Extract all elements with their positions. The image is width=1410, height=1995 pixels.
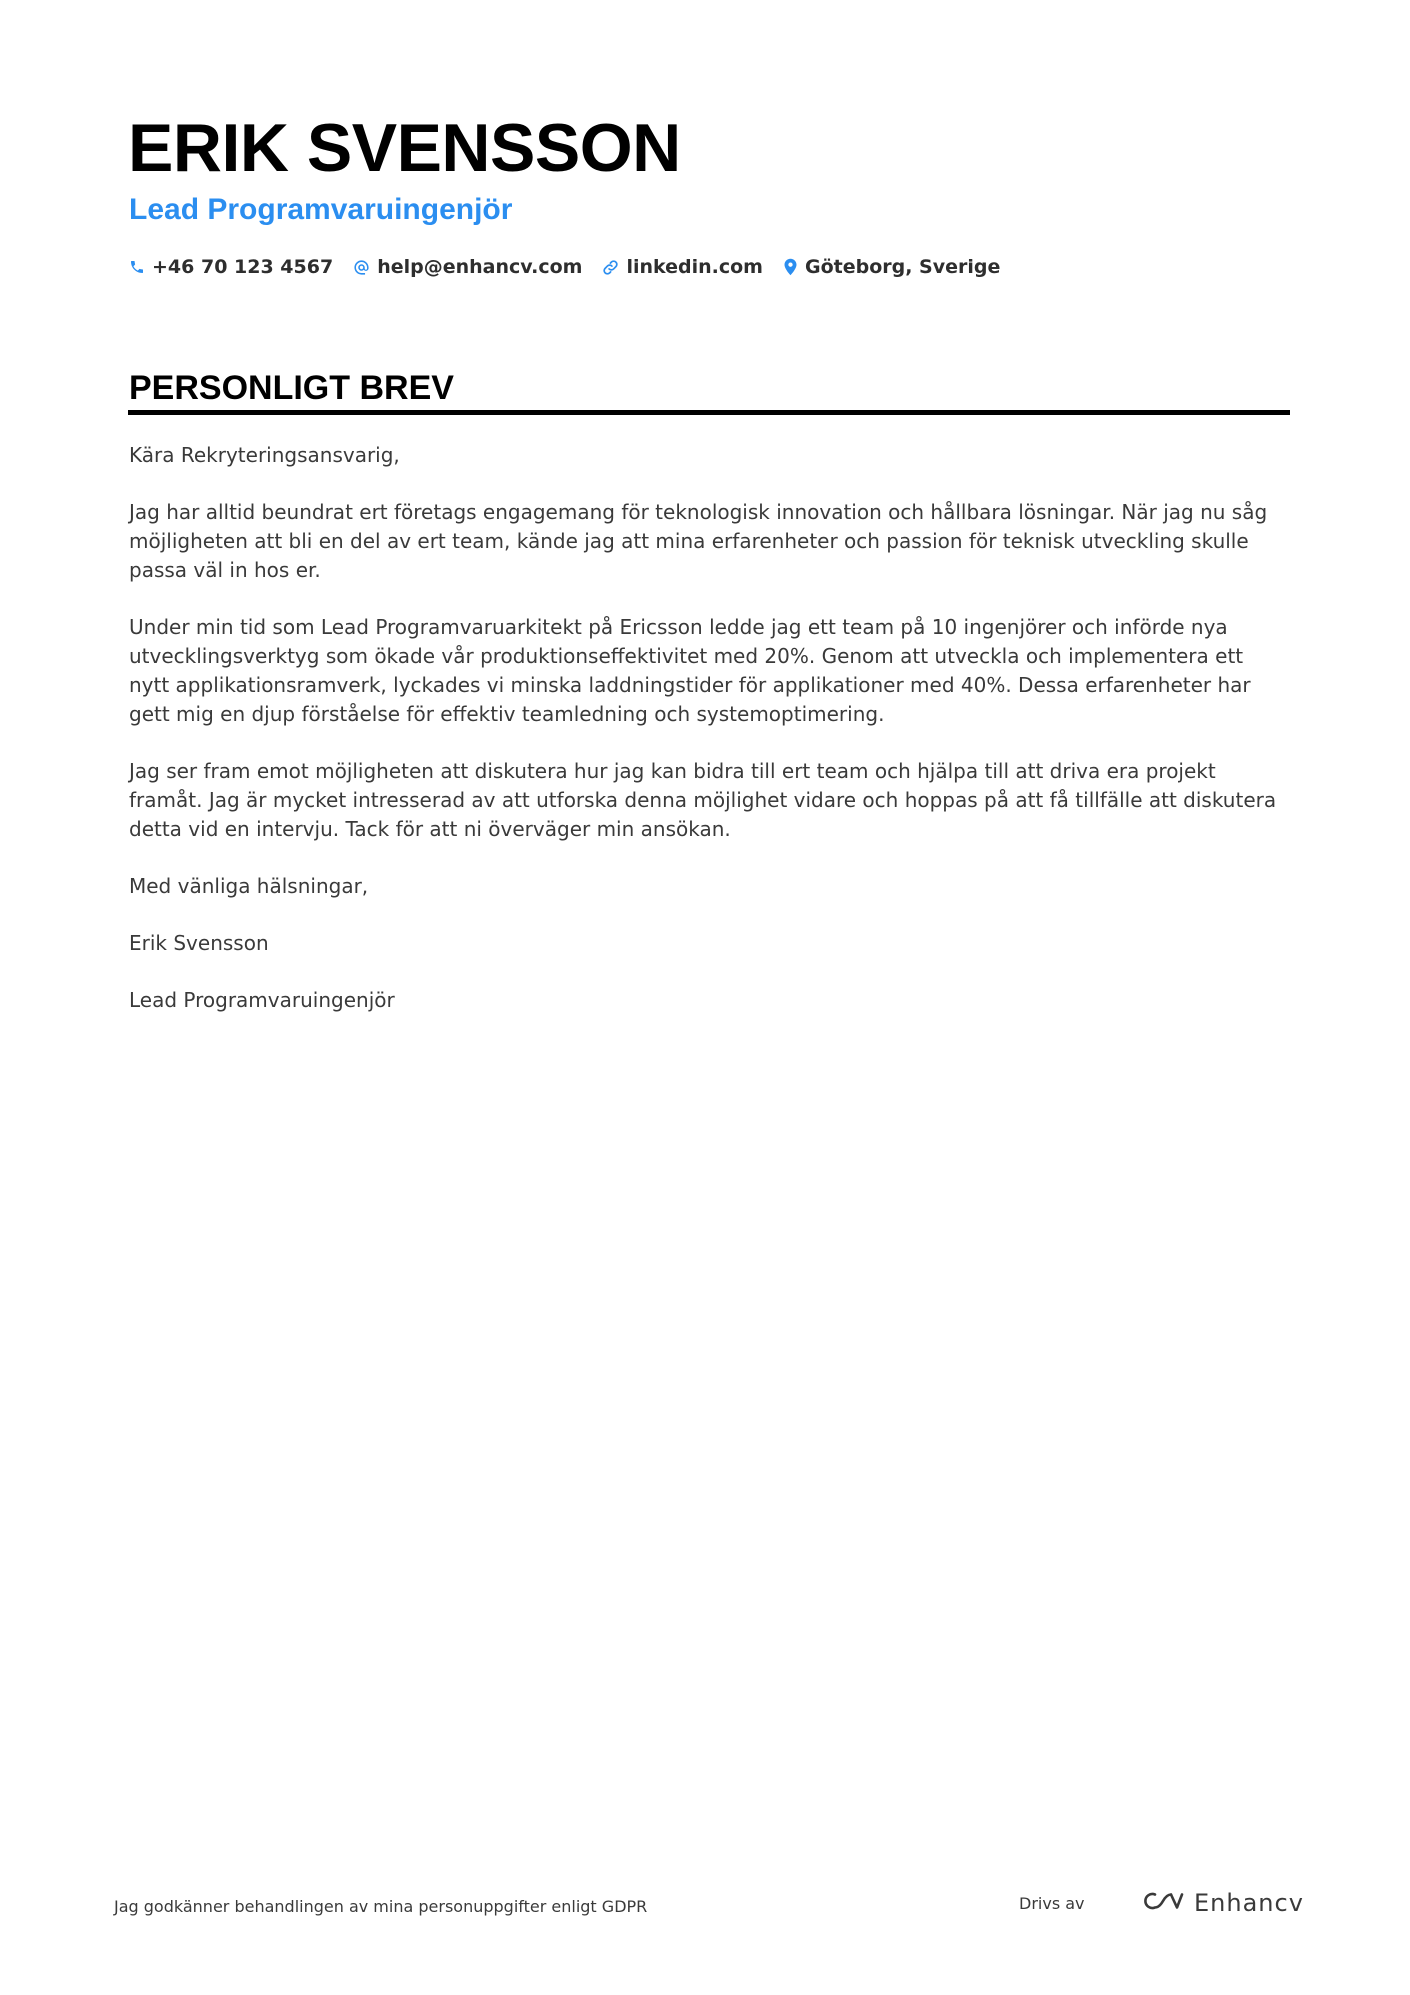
letter-paragraph: Under min tid som Lead Programvaruarkitekt på Ericsson ledde jag ett team på 10 ingenjörer och införde nya utvecklingsverktyg som ökade vår produktionseffektivitet med 20%. Genom att utveckla och implementera ett nytt applikationsramverk, lyckades vi minska laddningstider för applikationer med 40%. Dessa erfarenheter har gett mig en djup förståelse för effektiv teamledning och systemoptimering. <box>129 615 1251 726</box>
contact-location <box>783 254 1000 280</box>
at-icon <box>353 259 370 276</box>
enhancv-logo-icon <box>1138 1888 1184 1918</box>
signature-name: Erik Svensson <box>129 931 269 955</box>
candidate-name: ERIK SVENSSON <box>128 110 681 186</box>
brand-logo[interactable] <box>1138 1888 1304 1918</box>
contact-bar <box>129 254 1000 280</box>
location-pin-icon <box>783 258 798 276</box>
brand-name: Enhancv <box>1194 1889 1304 1917</box>
signature-title: Lead Programvaruingenjör <box>129 988 395 1012</box>
candidate-title: Lead Programvaruingenjör <box>129 193 513 226</box>
letter-greeting: Kära Rekryteringsansvarig, <box>129 443 400 467</box>
link-icon <box>602 259 619 276</box>
email-text[interactable]: help@enhancv.com <box>377 256 583 278</box>
linkedin-text[interactable]: linkedin.com <box>626 256 763 278</box>
location-text: Göteborg, Sverige <box>804 256 1001 278</box>
letter-paragraph: Jag har alltid beundrat ert företags engagemang för teknologisk innovation och hållbara lösningar. När jag nu såg möjligheten att bli en del av ert team, kände jag att mina erfarenheter och passion för teknisk utveckling skulle passa väl in hos er. <box>129 500 1268 582</box>
powered-by-label: Drivs av <box>1019 1894 1085 1913</box>
letter-body <box>129 441 1289 1043</box>
section-title: PERSONLIGT BREV <box>129 369 454 407</box>
contact-linkedin[interactable] <box>602 254 763 280</box>
letter-paragraph: Jag ser fram emot möjligheten att diskutera hur jag kan bidra till ert team och hjälpa till att driva era projekt framåt. Jag är mycket intresserad av att utforska denna möjlighet vidare och hoppas på att få tillfälle att diskutera detta vid en intervju. Tack för att ni överväger min ansökan. <box>129 759 1277 841</box>
letter-closing: Med vänliga hälsningar, <box>129 874 369 898</box>
phone-text: +46 70 123 4567 <box>152 256 334 278</box>
gdpr-consent: Jag godkänner behandlingen av mina personuppgifter enligt GDPR <box>114 1897 648 1916</box>
section-divider <box>128 410 1290 415</box>
contact-email[interactable] <box>353 254 582 280</box>
phone-icon <box>129 259 145 275</box>
contact-phone <box>129 254 333 280</box>
